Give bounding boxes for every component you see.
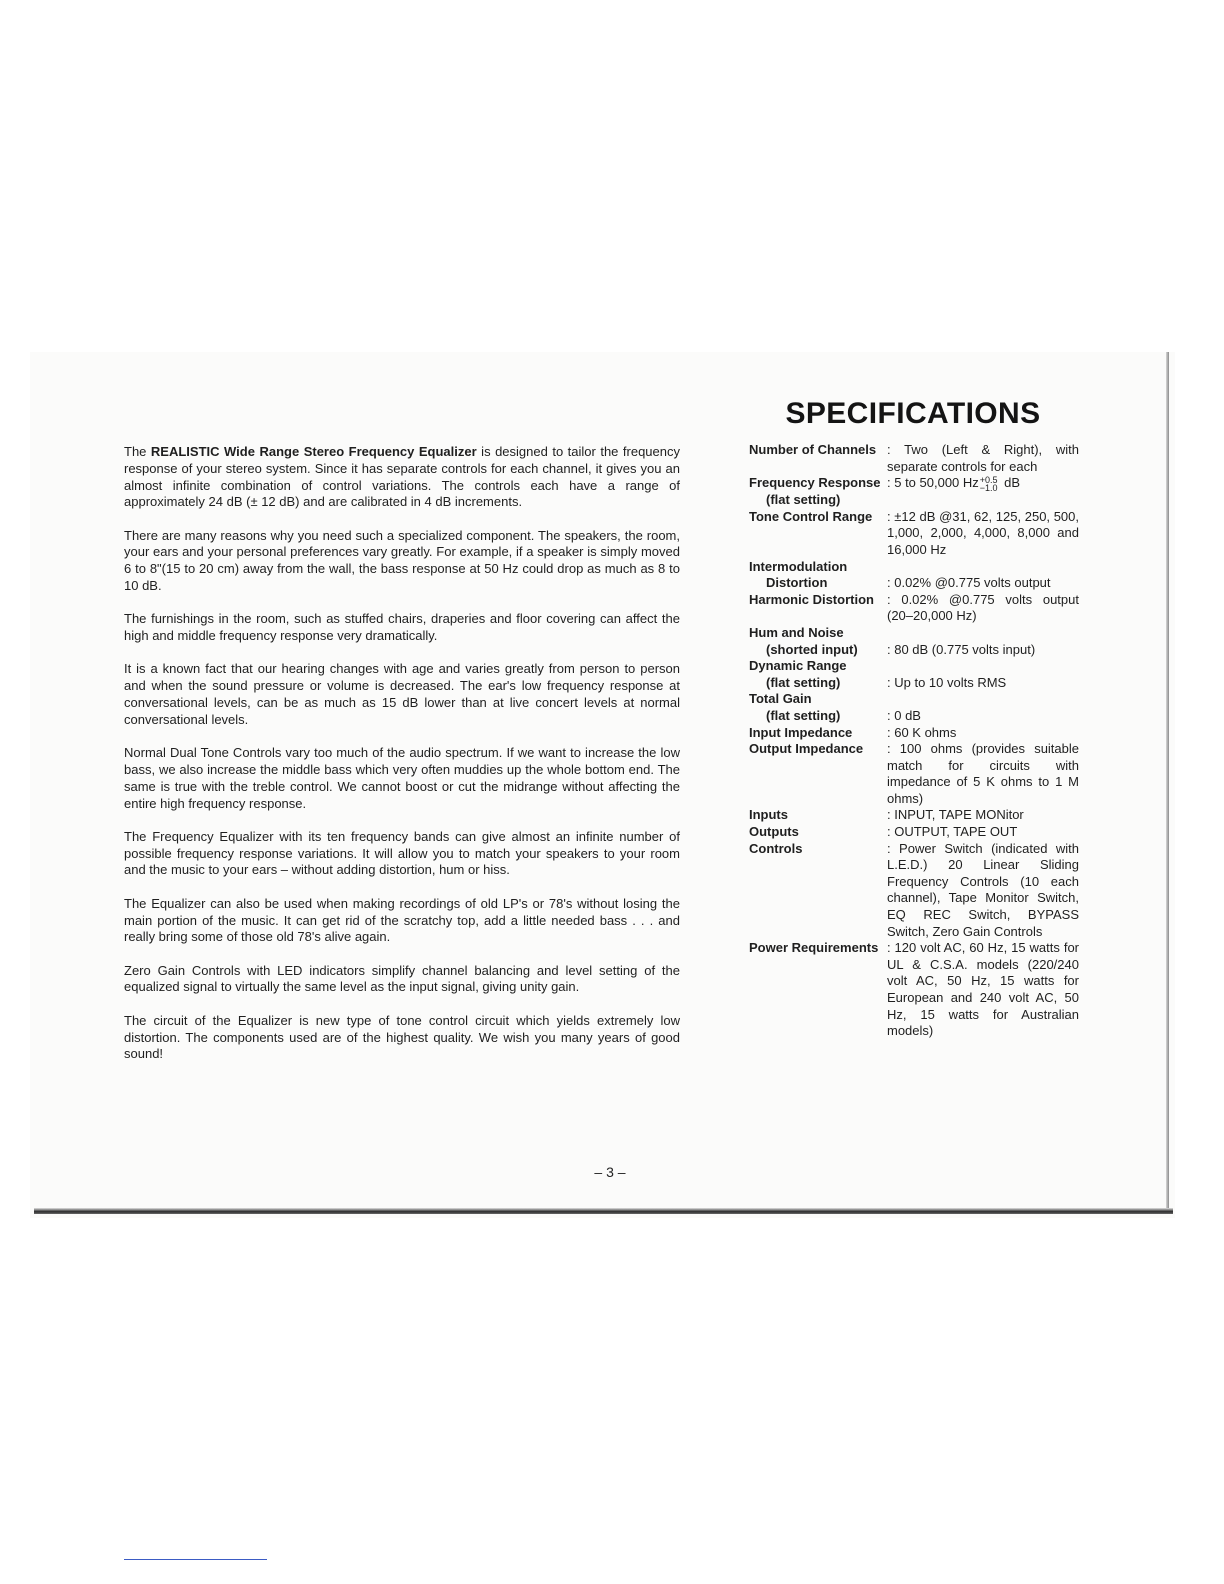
specifications-heading: SPECIFICATIONS	[785, 397, 1041, 430]
spec-value	[887, 559, 1079, 576]
page-bottom-edge-shadow	[34, 1208, 1173, 1214]
spec-row-frequency-response	[749, 475, 1079, 492]
intro-paragraph-1	[124, 444, 680, 511]
spec-label: Number of Channels	[749, 442, 877, 457]
spec-label: Inputs	[749, 807, 788, 823]
intro-paragraph-5: Normal Dual Tone Controls vary too much of the audio spectrum. If we want to increase the low bass, we also increase the middle bass which very often muddies up the whole bottom end. The same is true with the treble control. We cannot boost or cut the midrange without affecting the entire high frequency response.	[124, 745, 680, 811]
spec-value: : Power Switch (indicated with L.E.D.) 20 Linear Sliding Frequency Controls (10 each channel), Tape Monitor Switch, EQ REC Switch, BYPASS Switch, Zero Gain Controls	[887, 840, 1079, 939]
tolerance-minus: −1.0	[979, 483, 998, 494]
spec-sublabel: Distortion	[766, 575, 828, 591]
intro-lead-text: The	[124, 444, 151, 459]
tolerance-stack	[980, 476, 998, 492]
spec-value: : ±12 dB @31, 62, 125, 250, 500, 1,000, 2,000, 4,000, 8,000 and 16,000 Hz	[887, 508, 1079, 557]
spec-label: Input Impedance	[749, 724, 853, 740]
product-name: Wide Range Stereo Frequency Equalizer	[224, 444, 477, 459]
footer-rule	[124, 1559, 267, 1560]
spec-row-output-impedance	[749, 741, 1079, 807]
spec-value: : 0.02% @0.775 volts output	[887, 575, 1051, 591]
spec-value: : Up to 10 volts RMS	[887, 674, 1007, 690]
spec-row-inputs	[749, 807, 1079, 824]
spec-value	[887, 625, 1079, 642]
spec-value	[887, 658, 1079, 675]
spec-row-total-gain-sub	[749, 708, 1079, 725]
page-right-edge-shadow	[1166, 352, 1169, 1214]
spec-value: : 0 dB	[887, 707, 921, 723]
spec-label: Hum and Noise	[749, 624, 844, 640]
spec-label: Power Requirements	[749, 940, 879, 956]
spec-label-cell	[749, 642, 887, 659]
spec-row-dynamic-range	[749, 658, 1079, 675]
spec-label: Dynamic Range	[749, 658, 847, 674]
spec-row-intermodulation-distortion	[749, 575, 1079, 592]
spec-row-total-gain	[749, 691, 1079, 708]
spec-value	[887, 475, 1079, 492]
spec-value: : 80 dB (0.775 volts input)	[887, 641, 1036, 657]
spec-label: Intermodulation	[749, 558, 848, 574]
tolerance-plus: +0.5	[979, 475, 998, 486]
spec-label: Total Gain	[749, 691, 812, 707]
spec-sublabel: (flat setting)	[766, 707, 841, 723]
spec-row-outputs	[749, 824, 1079, 841]
spec-value: : 60 K ohms	[887, 724, 957, 740]
intro-paragraph-7: The Equalizer can also be used when making recordings of old LP's or 78's without losing the main portion of the music. It can get rid of the scratchy top, add a little needed bass . . . and really bring some of those old 78's alive again.	[124, 895, 680, 945]
spec-sublabel: (flat setting)	[766, 674, 841, 690]
spec-row-harmonic-distortion	[749, 592, 1079, 625]
spec-label-cell	[749, 675, 887, 692]
spec-row-channels	[749, 442, 1079, 475]
intro-paragraph-6: The Frequency Equalizer with its ten frequency bands can give almost an infinite number of possible frequency response variations. It will allow you to match your speakers to your room and the music to your ears – without adding distortion, hum or hiss.	[124, 828, 680, 878]
intro-text-column	[124, 444, 680, 1080]
brand-name: REALISTIC	[150, 444, 220, 459]
spec-value-text: : 5 to 50,000 Hz	[887, 475, 979, 491]
spec-value: : 120 volt AC, 60 Hz, 15 watts for UL & C.S.A. models (220/240 volt AC, 50 Hz, 15 watts for European and 240 volt AC, 50 Hz, 15 watts for Australian models)	[887, 940, 1079, 1039]
spec-row-hum-noise-sub	[749, 642, 1079, 659]
spec-row-intermodulation	[749, 559, 1079, 576]
spec-row-power-requirements	[749, 940, 1079, 1040]
spec-label: Tone Control Range	[749, 508, 873, 524]
spec-label-cell	[749, 492, 887, 509]
spec-row-tone-control-range	[749, 509, 1079, 559]
spec-value: : INPUT, TAPE MONitor	[887, 807, 1024, 823]
spec-value: : Two (Left & Right), with separate controls for each	[887, 442, 1079, 474]
spec-sublabel: (shorted input)	[766, 641, 858, 657]
spec-label-cell	[749, 575, 887, 592]
spec-label: Harmonic Distortion	[749, 591, 874, 607]
specifications-table	[749, 442, 1079, 1040]
intro-paragraph-4: It is a known fact that our hearing changes with age and varies greatly from person to person and when the sound pressure or volume is decreased. The ear's low frequency response at conversational levels, can be as much as 15 dB lower than at live concert levels at normal conversational levels.	[124, 661, 680, 727]
spec-label: Frequency Response	[749, 475, 881, 491]
spec-sublabel: (flat setting)	[766, 492, 841, 508]
spec-value: : 100 ohms (provides suitable match for circuits with impedance of 5 K ohms to 1 M ohms)	[887, 741, 1079, 806]
spec-label: Outputs	[749, 824, 799, 840]
spec-value: : OUTPUT, TAPE OUT	[887, 824, 1018, 840]
spec-row-input-impedance	[749, 725, 1079, 742]
spec-row-hum-noise	[749, 625, 1079, 642]
spec-value	[887, 492, 1079, 509]
spec-row-dynamic-range-sub	[749, 675, 1079, 692]
spec-label: Output Impedance	[749, 741, 864, 757]
spec-label: Controls	[749, 840, 803, 856]
spec-label-cell	[749, 708, 887, 725]
intro-rest-text: is designed to tailor the frequency response of your stereo system. Since it has separate controls for each channel, it gives you an almost infinite combination of control variations. The controls each have a range of approximately 24 dB (± 12 dB) and are calibrated in 4 dB increments.	[124, 444, 680, 510]
page-number: – 3 –	[594, 1164, 626, 1180]
intro-paragraph-2: There are many reasons why you need such a specialized component. The speakers, the room, your ears and your personal preferences vary greatly. For example, if a speaker is simply moved 6 to 8"(15 to 20 cm) away from the wall, the bass response at 50 Hz could drop as much as 8 to 10 dB.	[124, 527, 680, 594]
spec-value-unit: dB	[1000, 475, 1021, 491]
intro-paragraph-9: The circuit of the Equalizer is new type of tone control circuit which yields extremely low distortion. The components used are of the highest quality. We wish you many years of good sound!	[124, 1012, 680, 1062]
intro-paragraph-3: The furnishings in the room, such as stuffed chairs, draperies and floor covering can affect the high and middle frequency response very dramatically.	[124, 611, 680, 644]
spec-row-frequency-response-sub	[749, 492, 1079, 509]
spec-row-controls	[749, 841, 1079, 941]
spec-value: : 0.02% @0.775 volts output (20–20,000 Hz)	[887, 591, 1079, 624]
spec-value	[887, 691, 1079, 708]
intro-paragraph-8: Zero Gain Controls with LED indicators simplify channel balancing and level setting of the equalized signal to virtually the same level as the input signal, giving unity gain.	[124, 962, 680, 995]
